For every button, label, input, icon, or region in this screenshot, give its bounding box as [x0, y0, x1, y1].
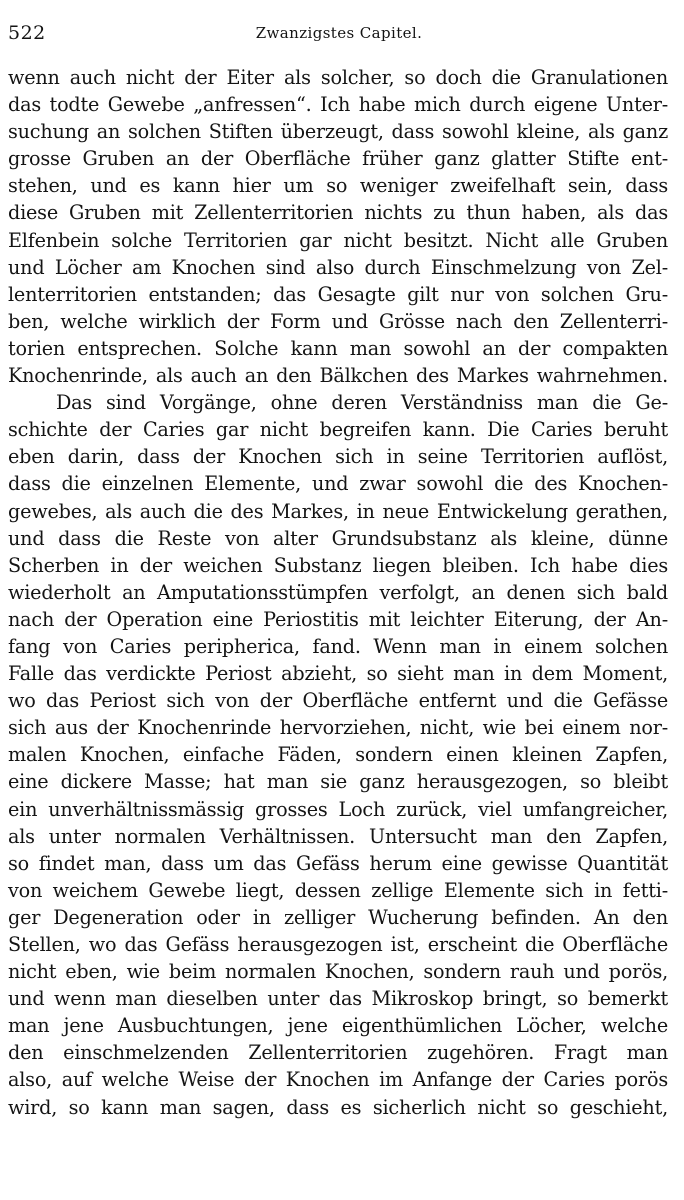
text-line: von weichem Gewebe liegt, dessen zellige Elemente sich in fetti- — [8, 878, 668, 902]
text-line: Falle das verdickte Periost abzieht, so sieht man in dem Moment, — [8, 662, 668, 686]
text-line: gewebes, als auch die des Markes, in neue Entwickelung gerathen, — [8, 499, 668, 523]
text-line: und wenn man dieselben unter das Mikroskop bringt, so bemerkt — [8, 987, 668, 1011]
text-line: suchung an solchen Stiften überzeugt, dass sowohl kleine, als ganz — [8, 120, 668, 144]
running-head: Zwanzigstes Capitel. — [255, 24, 423, 42]
text-line: das todte Gewebe „anfressen“. Ich habe mich durch eigene Unter- — [8, 93, 668, 117]
text-line: torien entsprechen. Solche kann man sowohl an der compakten — [8, 336, 668, 360]
text-line: ger Degeneration oder in zelliger Wucherung befinden. An den — [8, 905, 668, 929]
text-line: grosse Gruben an der Oberfläche früher ganz glatter Stifte ent- — [8, 147, 668, 171]
text-line: eben darin, dass der Knochen sich in seine Territorien auflöst, — [8, 445, 668, 469]
text-line: wiederholt an Amputationsstümpfen verfolgt, an denen sich bald — [8, 580, 668, 604]
text-line: stehen, und es kann hier um so weniger zweifelhaft sein, dass — [8, 174, 668, 198]
text-line: eine dickere Masse; hat man sie ganz herausgezogen, so bleibt — [8, 770, 668, 794]
page-number: 522 — [8, 22, 46, 44]
text-line: schichte der Caries gar nicht begreifen kann. Die Caries beruht — [8, 418, 668, 442]
text-line: sich aus der Knochenrinde hervorziehen, nicht, wie bei einem nor- — [8, 716, 668, 740]
text-line: wenn auch nicht der Eiter als solcher, so doch die Granulationen — [8, 66, 668, 89]
text-line: und Löcher am Knochen sind also durch Einschmelzung von Zel- — [8, 255, 668, 279]
text-line: malen Knochen, einfache Fäden, sondern einen kleinen Zapfen, — [8, 743, 668, 767]
text-line: Scherben in der weichen Substanz liegen bleiben. Ich habe dies — [8, 553, 668, 577]
text-line: Stellen, wo das Gefäss herausgezogen ist, erscheint die Oberfläche — [8, 933, 668, 956]
text-line: als unter normalen Verhältnissen. Untersucht man den Zapfen, — [8, 824, 668, 848]
text-line: wird, so kann man sagen, dass es sicherlich nicht so geschieht, — [8, 1095, 668, 1119]
text-line: fang von Caries peripherica, fand. Wenn man in einem solchen — [8, 634, 668, 658]
body-text — [8, 64, 668, 1121]
text-line: so findet man, dass um das Gefäss herum eine gewisse Quantität — [8, 851, 668, 875]
text-line: lenterritorien entstanden; das Gesagte gilt nur von solchen Gru- — [8, 282, 668, 306]
text-line: Elfenbein solche Territorien gar nicht besitzt. Nicht alle Gruben — [8, 228, 668, 252]
text-line: Das sind Vorgänge, ohne deren Verständniss man die Ge- — [56, 391, 668, 415]
text-line: nicht eben, wie beim normalen Knochen, sondern rauh und porös, — [8, 960, 668, 984]
text-line: ein unverhältnissmässig grosses Loch zurück, viel umfangreicher, — [8, 797, 668, 821]
text-line: ben, welche wirklich der Form und Grösse nach den Zellenterri- — [8, 309, 668, 333]
text-line: man jene Ausbuchtungen, jene eigenthümlichen Löcher, welche — [8, 1014, 668, 1038]
text-line: nach der Operation eine Periostitis mit leichter Eiterung, der An- — [8, 607, 668, 631]
text-line: diese Gruben mit Zellenterritorien nichts zu thun haben, als das — [8, 201, 668, 225]
text-line: wo das Periost sich von der Oberfläche entfernt und die Gefässe — [8, 689, 668, 713]
text-line: also, auf welche Weise der Knochen im Anfange der Caries porös — [8, 1068, 668, 1092]
text-line: und dass die Reste von alter Grundsubstanz als kleine, dünne — [8, 526, 668, 550]
text-line: Knochenrinde, als auch an den Bälkchen des Markes wahrnehmen. — [8, 364, 668, 388]
text-line: dass die einzelnen Elemente, und zwar sowohl die des Knochen- — [8, 472, 668, 496]
text-line: den einschmelzenden Zellenterritorien zugehören. Fragt man — [8, 1041, 668, 1065]
page-header — [8, 22, 670, 48]
